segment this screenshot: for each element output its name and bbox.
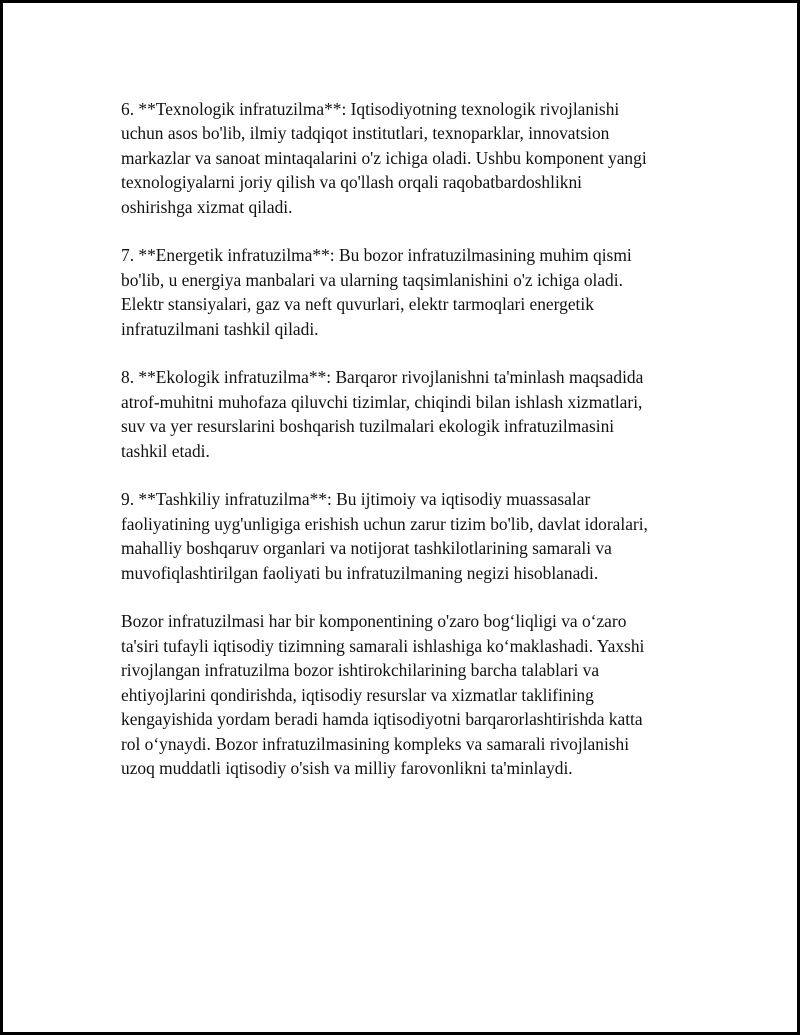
text-line: bo'lib, u energiya manbalari va ularning taqsimlanishini o'z ichiga oladi. bbox=[121, 269, 623, 290]
text-line: ehtiyojlarini qondirishda, iqtisodiy resurslar va xizmatlar taklifining bbox=[121, 684, 594, 705]
text-line: markazlar va sanoat mintaqalarini o'z ichiga oladi. Ushbu komponent yangi bbox=[121, 147, 647, 168]
text-line: muvofiqlashtirilgan faoliyati bu infratuzilmaning negizi hisoblanadi. bbox=[121, 562, 599, 583]
text-line: atrof-muhitni muhofaza qiluvchi tizimlar, chiqindi bilan ishlash xizmatlari, bbox=[121, 391, 643, 412]
text-line: kengayishida yordam beradi hamda iqtisodiyotni barqarorlashtirishda katta bbox=[121, 709, 643, 730]
text-line: 7. **Energetik infratuzilma**: Bu bozor infratuzilmasining muhim qismi bbox=[121, 245, 632, 266]
text-line: 8. **Ekologik infratuzilma**: Barqaror rivojlanishni ta'minlash maqsadida bbox=[121, 367, 644, 388]
text-line: uzoq muddatli iqtisodiy o'sish va milliy farovonlikni ta'minlaydi. bbox=[121, 757, 573, 778]
text-line: faoliyatining uyg'unligiga erishish uchun zarur tizim bo'lib, davlat idoralari, bbox=[121, 513, 648, 534]
text-line: 6. **Texnologik infratuzilma**: Iqtisodiyotning texnologik rivojlanishi bbox=[121, 99, 620, 119]
text-line: uchun asos bo'lib, ilmiy tadqiqot institutlari, texnoparklar, innovatsion bbox=[121, 123, 610, 144]
text-line: suv va yer resurslarini boshqarish tuzilmalari ekologik infratuzilmasini bbox=[121, 416, 615, 437]
paragraph-organizational-infrastructure bbox=[121, 487, 691, 585]
text-line: Bozor infratuzilmasi har bir komponentining o'zaro bog‘liqligi va o‘zaro bbox=[121, 611, 627, 632]
text-line: mahalliy boshqaruv organlari va notijorat tashkilotlarining samarali va bbox=[121, 538, 612, 559]
document-body bbox=[121, 97, 691, 805]
paragraph-conclusion bbox=[121, 609, 691, 780]
text-line: 9. **Tashkiliy infratuzilma**: Bu ijtimoiy va iqtisodiy muassasalar bbox=[121, 489, 591, 510]
paragraph-technological-infrastructure bbox=[121, 97, 691, 219]
paragraph-energy-infrastructure bbox=[121, 243, 691, 341]
text-line: tashkil etadi. bbox=[121, 440, 210, 461]
text-line: oshirishga xizmat qiladi. bbox=[121, 196, 293, 217]
text-line: rol o‘ynaydi. Bozor infratuzilmasining kompleks va samarali rivojlanishi bbox=[121, 733, 630, 754]
text-line: Elektr stansiyalari, gaz va neft quvurlari, elektr tarmoqlari energetik bbox=[121, 294, 594, 315]
text-line: infratuzilmani tashkil qiladi. bbox=[121, 318, 319, 339]
paragraph-ecological-infrastructure bbox=[121, 365, 691, 463]
text-line: texnologiyalarni joriy qilish va qo'llash orqali raqobatbardoshlikni bbox=[121, 172, 582, 193]
text-line: rivojlangan infratuzilma bozor ishtirokchilarining barcha talablari va bbox=[121, 660, 600, 681]
text-line: ta'siri tufayli iqtisodiy tizimning samarali ishlashiga ko‘maklashadi. Yaxshi bbox=[121, 635, 645, 656]
